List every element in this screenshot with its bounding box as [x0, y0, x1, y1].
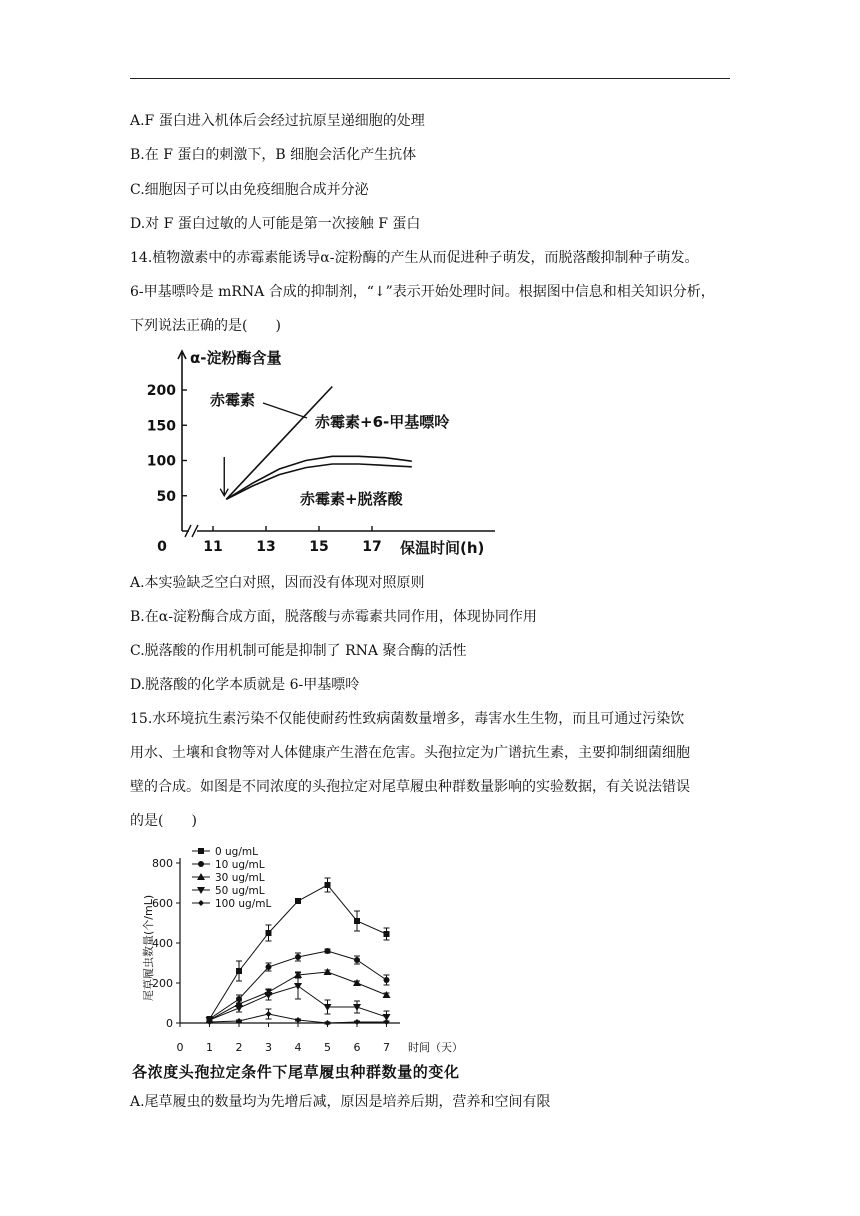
x-tick-label: 13	[256, 539, 276, 555]
q15-stem-line-3: 壁的合成。如图是不同浓度的头孢拉定对尾草履虫种群数量影响的实验数据，有关说法错误	[130, 779, 690, 795]
x-tick-label: 5	[324, 1041, 331, 1054]
header-rule	[130, 78, 730, 79]
data-point	[295, 954, 301, 960]
q15-stem-line-1: 15.水环境抗生素污染不仅能使耐药性致病菌数量增多，毒害水生生物，而且可通过污染饮	[130, 711, 685, 727]
paramecium-chart	[130, 838, 540, 1083]
y-tick-label: 200	[146, 383, 176, 399]
data-point	[354, 957, 360, 963]
y-tick-label: 50	[156, 488, 176, 505]
y-tick-label: 200	[152, 977, 173, 990]
data-point	[384, 931, 390, 937]
legend-marker	[198, 848, 204, 854]
x-tick-label: 11	[203, 539, 223, 555]
x-tick-label: 15	[309, 539, 329, 555]
q14-stem-line-2: 6-甲基嘌呤是 mRNA 合成的抑制剂，“↓”表示开始处理时间。根据图中信息和相关知识分析，	[130, 284, 715, 300]
data-point	[266, 1011, 272, 1017]
y-tick-label: 600	[152, 897, 173, 910]
q15-stem-line-4: 的是( )	[130, 813, 197, 829]
x-tick-label: 4	[294, 1041, 302, 1054]
y-tick-label: 800	[152, 857, 173, 870]
amylase-chart	[125, 345, 505, 560]
data-point	[354, 918, 360, 924]
data-point	[266, 964, 272, 970]
q13-option-a: A.F 蛋白进入机体后会经过抗原呈递细胞的处理	[130, 113, 425, 129]
y-tick-label: 100	[146, 453, 176, 470]
x-tick-label: 6	[353, 1041, 361, 1054]
q14-option-a: A.本实验缺乏空白对照，因而没有体现对照原则	[130, 575, 425, 591]
x-tick-label: 0	[176, 1041, 184, 1054]
data-point	[235, 1005, 243, 1012]
y-axis-label: 尾草履虫数量(个/mL)	[142, 894, 155, 1001]
data-point	[295, 898, 301, 904]
x-tick-label: 3	[265, 1041, 272, 1054]
chart-title: 各浓度头孢拉定条件下尾草履虫种群数量的变化	[132, 1063, 460, 1081]
legend-label: 30 ug/mL	[215, 872, 265, 884]
series-label-1: 赤霉素	[210, 391, 256, 409]
data-point	[325, 882, 331, 888]
x-tick-label: 2	[235, 1041, 243, 1054]
legend-label: 0 ug/mL	[215, 846, 258, 858]
data-point	[324, 968, 332, 975]
data-point	[236, 968, 242, 974]
x-tick-label: 0	[157, 539, 167, 555]
legend-label: 50 ug/mL	[215, 885, 265, 897]
x-tick-label: 7	[383, 1041, 390, 1054]
series-label-2: 赤霉素+6-甲基嘌呤	[315, 413, 450, 431]
data-point	[266, 930, 272, 936]
series-label-3: 赤霉素+脱落酸	[300, 490, 403, 508]
q13-option-c: C.细胞因子可以由免疫细胞合成并分泌	[130, 182, 369, 198]
y-tick-label: 150	[146, 418, 176, 435]
data-point	[295, 1017, 301, 1023]
legend-marker	[198, 861, 204, 867]
q14-stem-line-3: 下列说法正确的是( )	[130, 318, 281, 334]
y-axis-label: α-淀粉酶含量	[190, 349, 282, 367]
q13-option-b: B.在 F 蛋白的刺激下，B 细胞会活化产生抗体	[130, 147, 417, 163]
data-point	[384, 1019, 390, 1025]
q14-option-b: B.在α-淀粉酶合成方面，脱落酸与赤霉素共同作用，体现协同作用	[130, 609, 537, 625]
q15-stem-line-2: 用水、土壤和食物等对人体健康产生潜在危害。头孢拉定为广谱抗生素，主要抑制细菌细胞	[130, 745, 690, 761]
x-axis-label: 保温时间(h)	[400, 539, 485, 557]
q14-option-d: D.脱落酸的化学本质就是 6-甲基嘌呤	[130, 677, 360, 693]
data-point	[384, 977, 390, 983]
data-point	[325, 948, 331, 954]
series-label-leader	[263, 403, 307, 418]
q13-option-d: D.对 F 蛋白过敏的人可能是第一次接触 F 蛋白	[130, 216, 421, 232]
q14-option-c: C.脱落酸的作用机制可能是抑制了 RNA 聚合酶的活性	[130, 643, 467, 659]
y-tick-label: 0	[166, 1017, 173, 1030]
x-axis-label: 时间（天）	[408, 1041, 463, 1054]
data-point	[383, 991, 391, 998]
legend-label: 100 ug/mL	[215, 898, 272, 910]
q14-stem-line-1: 14.植物激素中的赤霉素能诱导α-淀粉酶的产生从而促进种子萌发，而脱落酸抑制种子萌发。	[130, 250, 699, 266]
x-tick-label: 17	[362, 539, 382, 555]
q15-option-a: A.尾草履虫的数量均为先增后减，原因是培养后期，营养和空间有限	[130, 1094, 551, 1110]
x-tick-label: 1	[206, 1041, 213, 1054]
data-point	[325, 1020, 331, 1026]
legend-label: 10 ug/mL	[215, 859, 265, 871]
data-point	[353, 979, 361, 986]
y-tick-label: 400	[152, 937, 173, 950]
data-point	[354, 1019, 360, 1025]
paramecium-chart-svg	[130, 838, 540, 1083]
legend-marker	[198, 900, 204, 906]
amylase-chart-svg	[125, 345, 505, 560]
